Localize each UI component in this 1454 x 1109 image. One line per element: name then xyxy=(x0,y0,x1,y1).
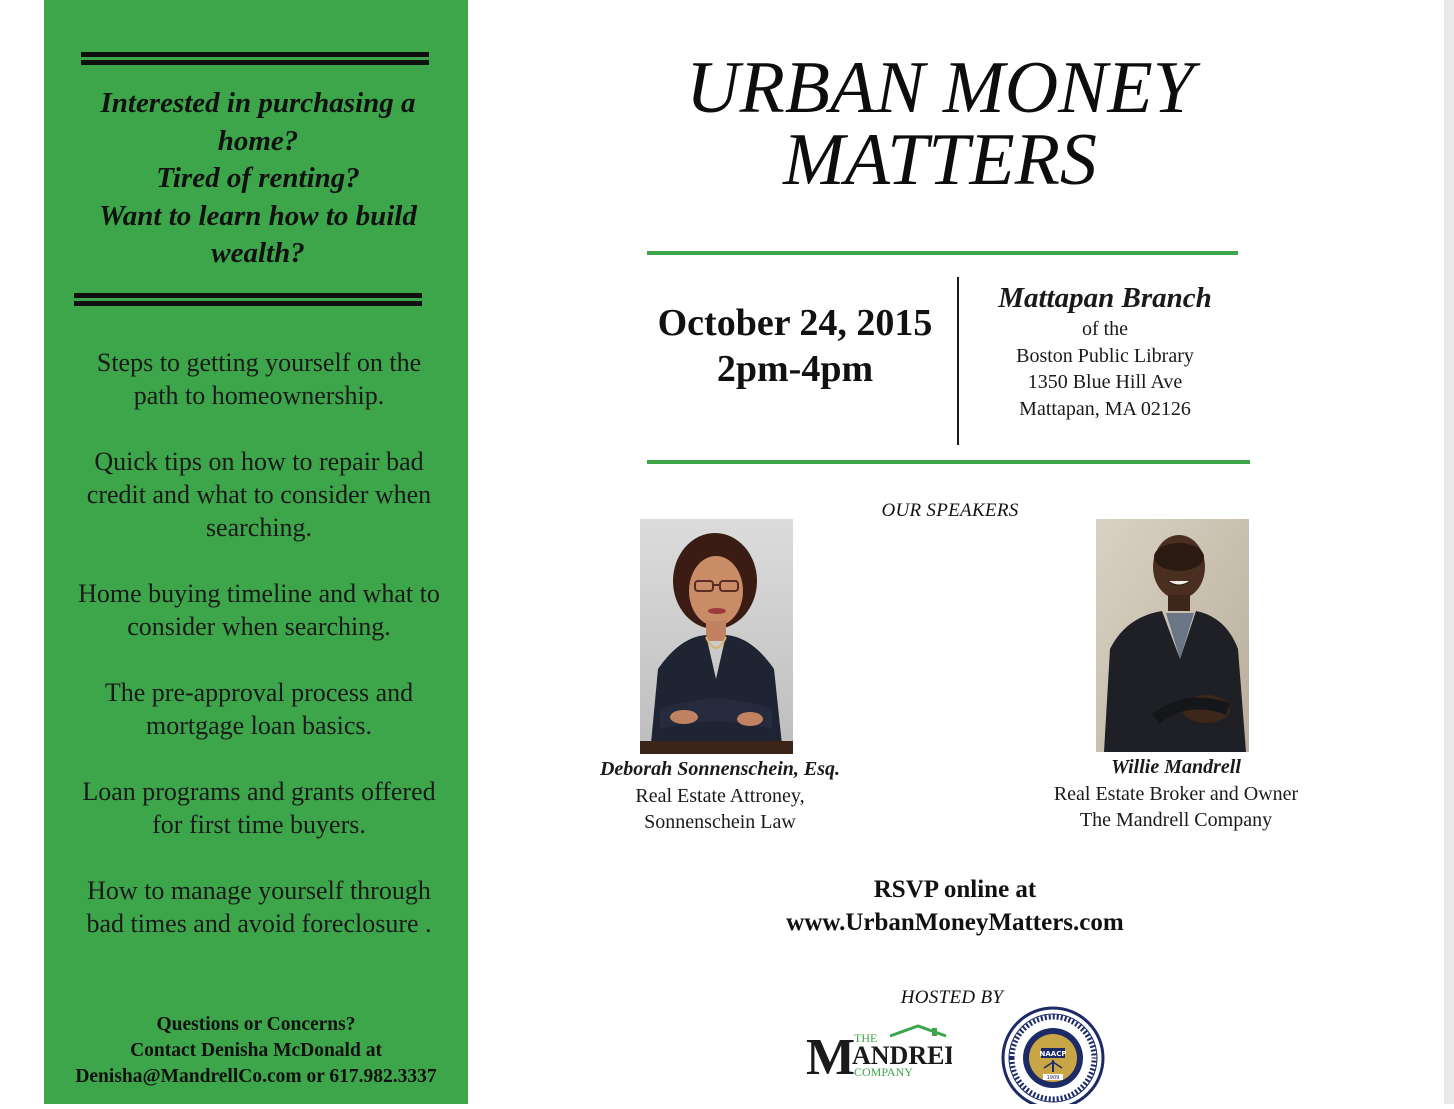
speaker-name: Deborah Sonnenschein, Esq. xyxy=(599,758,841,780)
venue-library: Boston Public Library xyxy=(1016,344,1194,367)
event-title xyxy=(600,47,1280,201)
speaker-role: Real Estate Attroney, xyxy=(635,784,805,807)
speaker-photo-willie xyxy=(1096,519,1249,752)
venue-of-the: of the xyxy=(1081,318,1129,340)
naacp-seal-image xyxy=(1000,1006,1106,1104)
topic-line: for first time buyers. xyxy=(152,810,366,839)
topic-line: credit and what to consider when xyxy=(86,480,432,509)
svg-text:M: M xyxy=(806,1029,856,1082)
hosted-by-label: HOSTED BY xyxy=(900,987,1004,1008)
svg-text:THE: THE xyxy=(854,1031,878,1045)
topic-item xyxy=(44,874,474,940)
naacp-seal-logo xyxy=(1000,1006,1106,1104)
contact-person: Contact Denisha McDonald at xyxy=(130,1040,382,1061)
top-double-rule xyxy=(81,52,429,65)
venue-branch: Mattapan Branch xyxy=(998,282,1212,314)
event-datetime xyxy=(640,300,950,392)
intro-line: Want to learn how to build xyxy=(99,199,417,232)
page-edge xyxy=(1444,0,1454,1104)
event-time: 2pm-4pm xyxy=(716,348,874,390)
intro-line: Tired of renting? xyxy=(156,162,360,194)
speaker-org: Sonnenschein Law xyxy=(644,811,796,833)
topic-line: Home buying timeline and what to xyxy=(78,579,440,608)
topic-line: searching. xyxy=(205,513,313,542)
speaker-card-deborah xyxy=(570,756,870,836)
mandrell-company-logo xyxy=(806,1024,952,1082)
speaker-role: Real Estate Broker and Owner xyxy=(1053,782,1299,805)
rsvp-link[interactable]: www.UrbanMoneyMatters.com xyxy=(786,909,1124,936)
speakers-label: OUR SPEAKERS xyxy=(881,500,1019,521)
topics-list xyxy=(44,346,474,973)
topic-line: mortgage loan basics. xyxy=(146,711,372,740)
topic-item xyxy=(44,346,474,412)
topic-line: bad times and avoid foreclosure . xyxy=(86,909,432,938)
topic-line: Loan programs and grants offered xyxy=(82,777,436,806)
mandrell-logo-image xyxy=(806,1024,952,1082)
venue-city: Mattapan, MA 02126 xyxy=(1019,397,1191,420)
title-line: MATTERS xyxy=(783,119,1097,201)
speaker-card-willie xyxy=(1026,754,1326,834)
speaker-photo-deborah xyxy=(640,519,793,754)
topic-line: Steps to getting yourself on the xyxy=(96,348,422,377)
speaker-org: The Mandrell Company xyxy=(1079,809,1273,831)
topic-line: How to manage yourself through xyxy=(87,876,431,905)
topic-line: consider when searching. xyxy=(127,612,391,641)
portrait-woman-image xyxy=(640,519,793,754)
portrait-man-image xyxy=(1096,519,1249,752)
topic-item xyxy=(44,577,474,643)
rsvp-block xyxy=(740,873,1170,939)
svg-text:ANDRELL: ANDRE xyxy=(852,1041,945,1070)
speaker-name: Willie Mandrell xyxy=(1111,756,1241,778)
intro-line: Interested in purchasing a xyxy=(100,87,416,119)
rsvp-label: RSVP online at xyxy=(873,876,1037,903)
contact-heading: Questions or Concerns? xyxy=(156,1014,356,1035)
svg-text:COMPANY: COMPANY xyxy=(854,1065,913,1079)
contact-info xyxy=(44,1012,468,1090)
intro-line: home? xyxy=(217,124,299,157)
topic-item xyxy=(44,445,474,544)
venue-divider xyxy=(647,460,1250,464)
topic-line: The pre-approval process and xyxy=(104,678,414,707)
contact-email-phone[interactable]: Denisha@MandrellCo.com or 617.982.3337 xyxy=(75,1066,437,1087)
bottom-double-rule xyxy=(74,293,422,306)
topic-item xyxy=(44,676,474,742)
topic-item xyxy=(44,775,474,841)
topic-line: Quick tips on how to repair bad xyxy=(94,447,424,476)
svg-text:1909: 1909 xyxy=(1046,1075,1060,1081)
venue-street: 1350 Blue Hill Ave xyxy=(1027,371,1183,393)
vertical-divider xyxy=(957,277,959,445)
venue-block xyxy=(975,280,1235,422)
intro-line: wealth? xyxy=(211,237,305,269)
svg-text:NAACP: NAACP xyxy=(1039,1050,1067,1058)
topic-line: path to homeownership. xyxy=(133,381,385,410)
intro-questions xyxy=(44,85,472,273)
title-divider xyxy=(647,251,1238,255)
event-date: October 24, 2015 xyxy=(657,302,933,344)
sidebar-panel xyxy=(44,0,468,1104)
title-line: URBAN MONEY xyxy=(686,47,1194,129)
